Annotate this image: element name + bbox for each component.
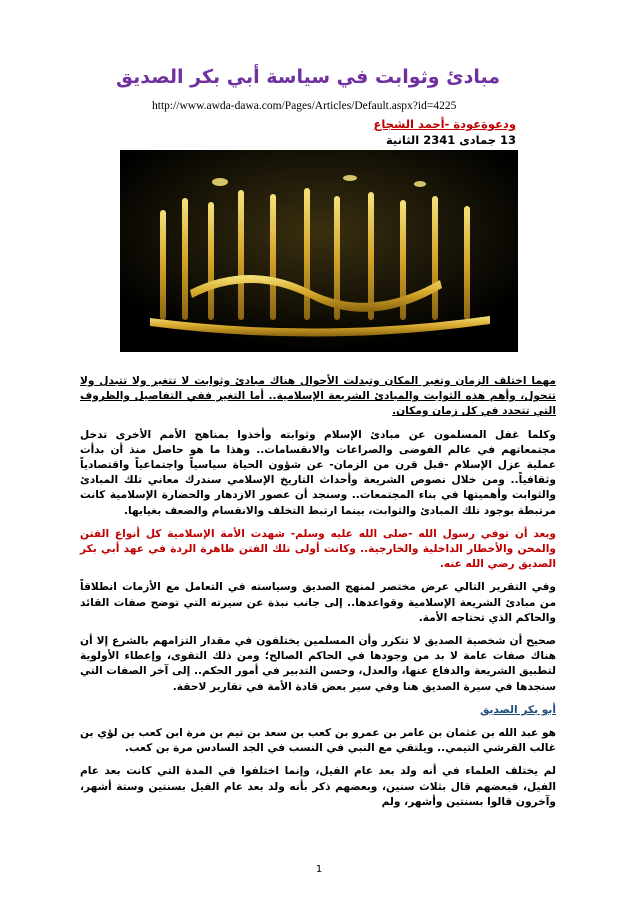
shahada-banner-image [120,150,518,352]
article-title: مبادئ وثوابت في سياسة أبي بكر الصديق [115,66,500,88]
date-line: 13 جمادى 2341 الثانية [385,133,516,147]
page-number: 1 [315,864,323,875]
banner-graphic [120,150,518,352]
paragraph-qualities: صحيح أن شخصية الصديق لا تتكرر وأن المسلمين يختلفون في مقدار التزامهم بالشرع إلا أن هناك صفات عامة لا بد من وجودها في الحاكم الصالح؛ ومن ذلك التقوى، وإعطاء الأولوية لتطبيق الشريعة والدفاع عنها، والعدل، وحسن التدبير في أمور الحكم.. إلى آخر الصفات التي سنجدها في سيرة الصديق هنا وفي سير بعض قادة الأمة في تقارير لاحقة. [80,635,556,693]
paragraph-after-prophet: وبعد أن توفي رسول الله -صلى الله عليه وسلم- شهدت الأمة الإسلامية كل أنواع الفتن والمحن والأخطار الداخلية والخارجية.. وكانت أولى تلك الفتن ظاهرة الردة في عهد أبي بكر الصديق رضي الله عنه. [80,527,556,571]
paragraph-birth: لم يختلف العلماء في أنه ولد بعد عام الفيل، وإنما اختلفوا في المدة التي كانت بعد عام الفيل، فبعضهم قال بثلاث سنين، وبعضهم ذكر بأنه ولد بعد عام الفيل بسنتين وستة أشهر، وآخرون قالوا بسنتين وأشهر، ولم [80,765,556,808]
article-body [80,374,556,818]
paragraph-intro: مهما اختلف الزمان وتغير المكان وتبدلت الأحوال هناك مبادئ وثوابت لا تتغير ولا تتبدل ولا تتحول، وأهم هذه الثوابت والمبادئ الشريعة الإسلامية.. أما التغير ففي التفاصيل والظروف التي تتجدد في كل زمان ومكان. [80,375,556,418]
author-line[interactable]: ودعوةعودة -أحمد الشجاع [373,117,516,131]
source-url[interactable]: http://www.awda-dawa.com/Pages/Articles/Default.aspx?id=4225 [152,100,457,112]
paragraph-lineage: هو عبد الله بن عثمان بن عامر بن عمرو بن كعب بن سعد بن تيم بن مرة ابن كعب بن لؤي بن غالب القرشي التيمي.. ويلتقي مع النبي في النسب في الجد السادس مرة بن كعب. [80,727,556,755]
paragraph-islam: وكلما غفل المسلمون عن مبادئ الإسلام وثوابته وأخذوا بمناهج الأمم الأخرى تدخل مجتمعاتهم في عالم الفوضى والصراعات والانقسامات.. وهذا ما هو حاصل منذ أن بدأت عملية عزل الإسلام -قبل قرن من الزمان- عن شؤون الحياة سياسياً واجتماعياً واقتصادياً وثقافياً.. ومن خلال نصوص الشريعة وأحداث التاريخ الإسلامي سندرك معاني تلك المبادئ والثوابت وأهميتها في بناء المجتمعات.. وسنجد أن عصور الازدهار والحضارة الإسلامية كانت مرتبطة بوجود تلك المبادئ والثوابت، بينما ارتبط التخلف والانقسام والضعف بغيابها. [80,428,556,517]
paragraph-report: وفي التقرير التالي عرض مختصر لمنهج الصديق وسياسته في التعامل مع الأزمات انطلاقاً من مبادئ الشريعة الإسلامية وقواعدها.. إلى جانب نبذة عن سيرته التي توضح صفات القائد والحاكم الذي تحتاجه الأمة. [80,581,556,624]
section-heading-abu-bakr: أبو بكر الصديق [479,703,556,716]
